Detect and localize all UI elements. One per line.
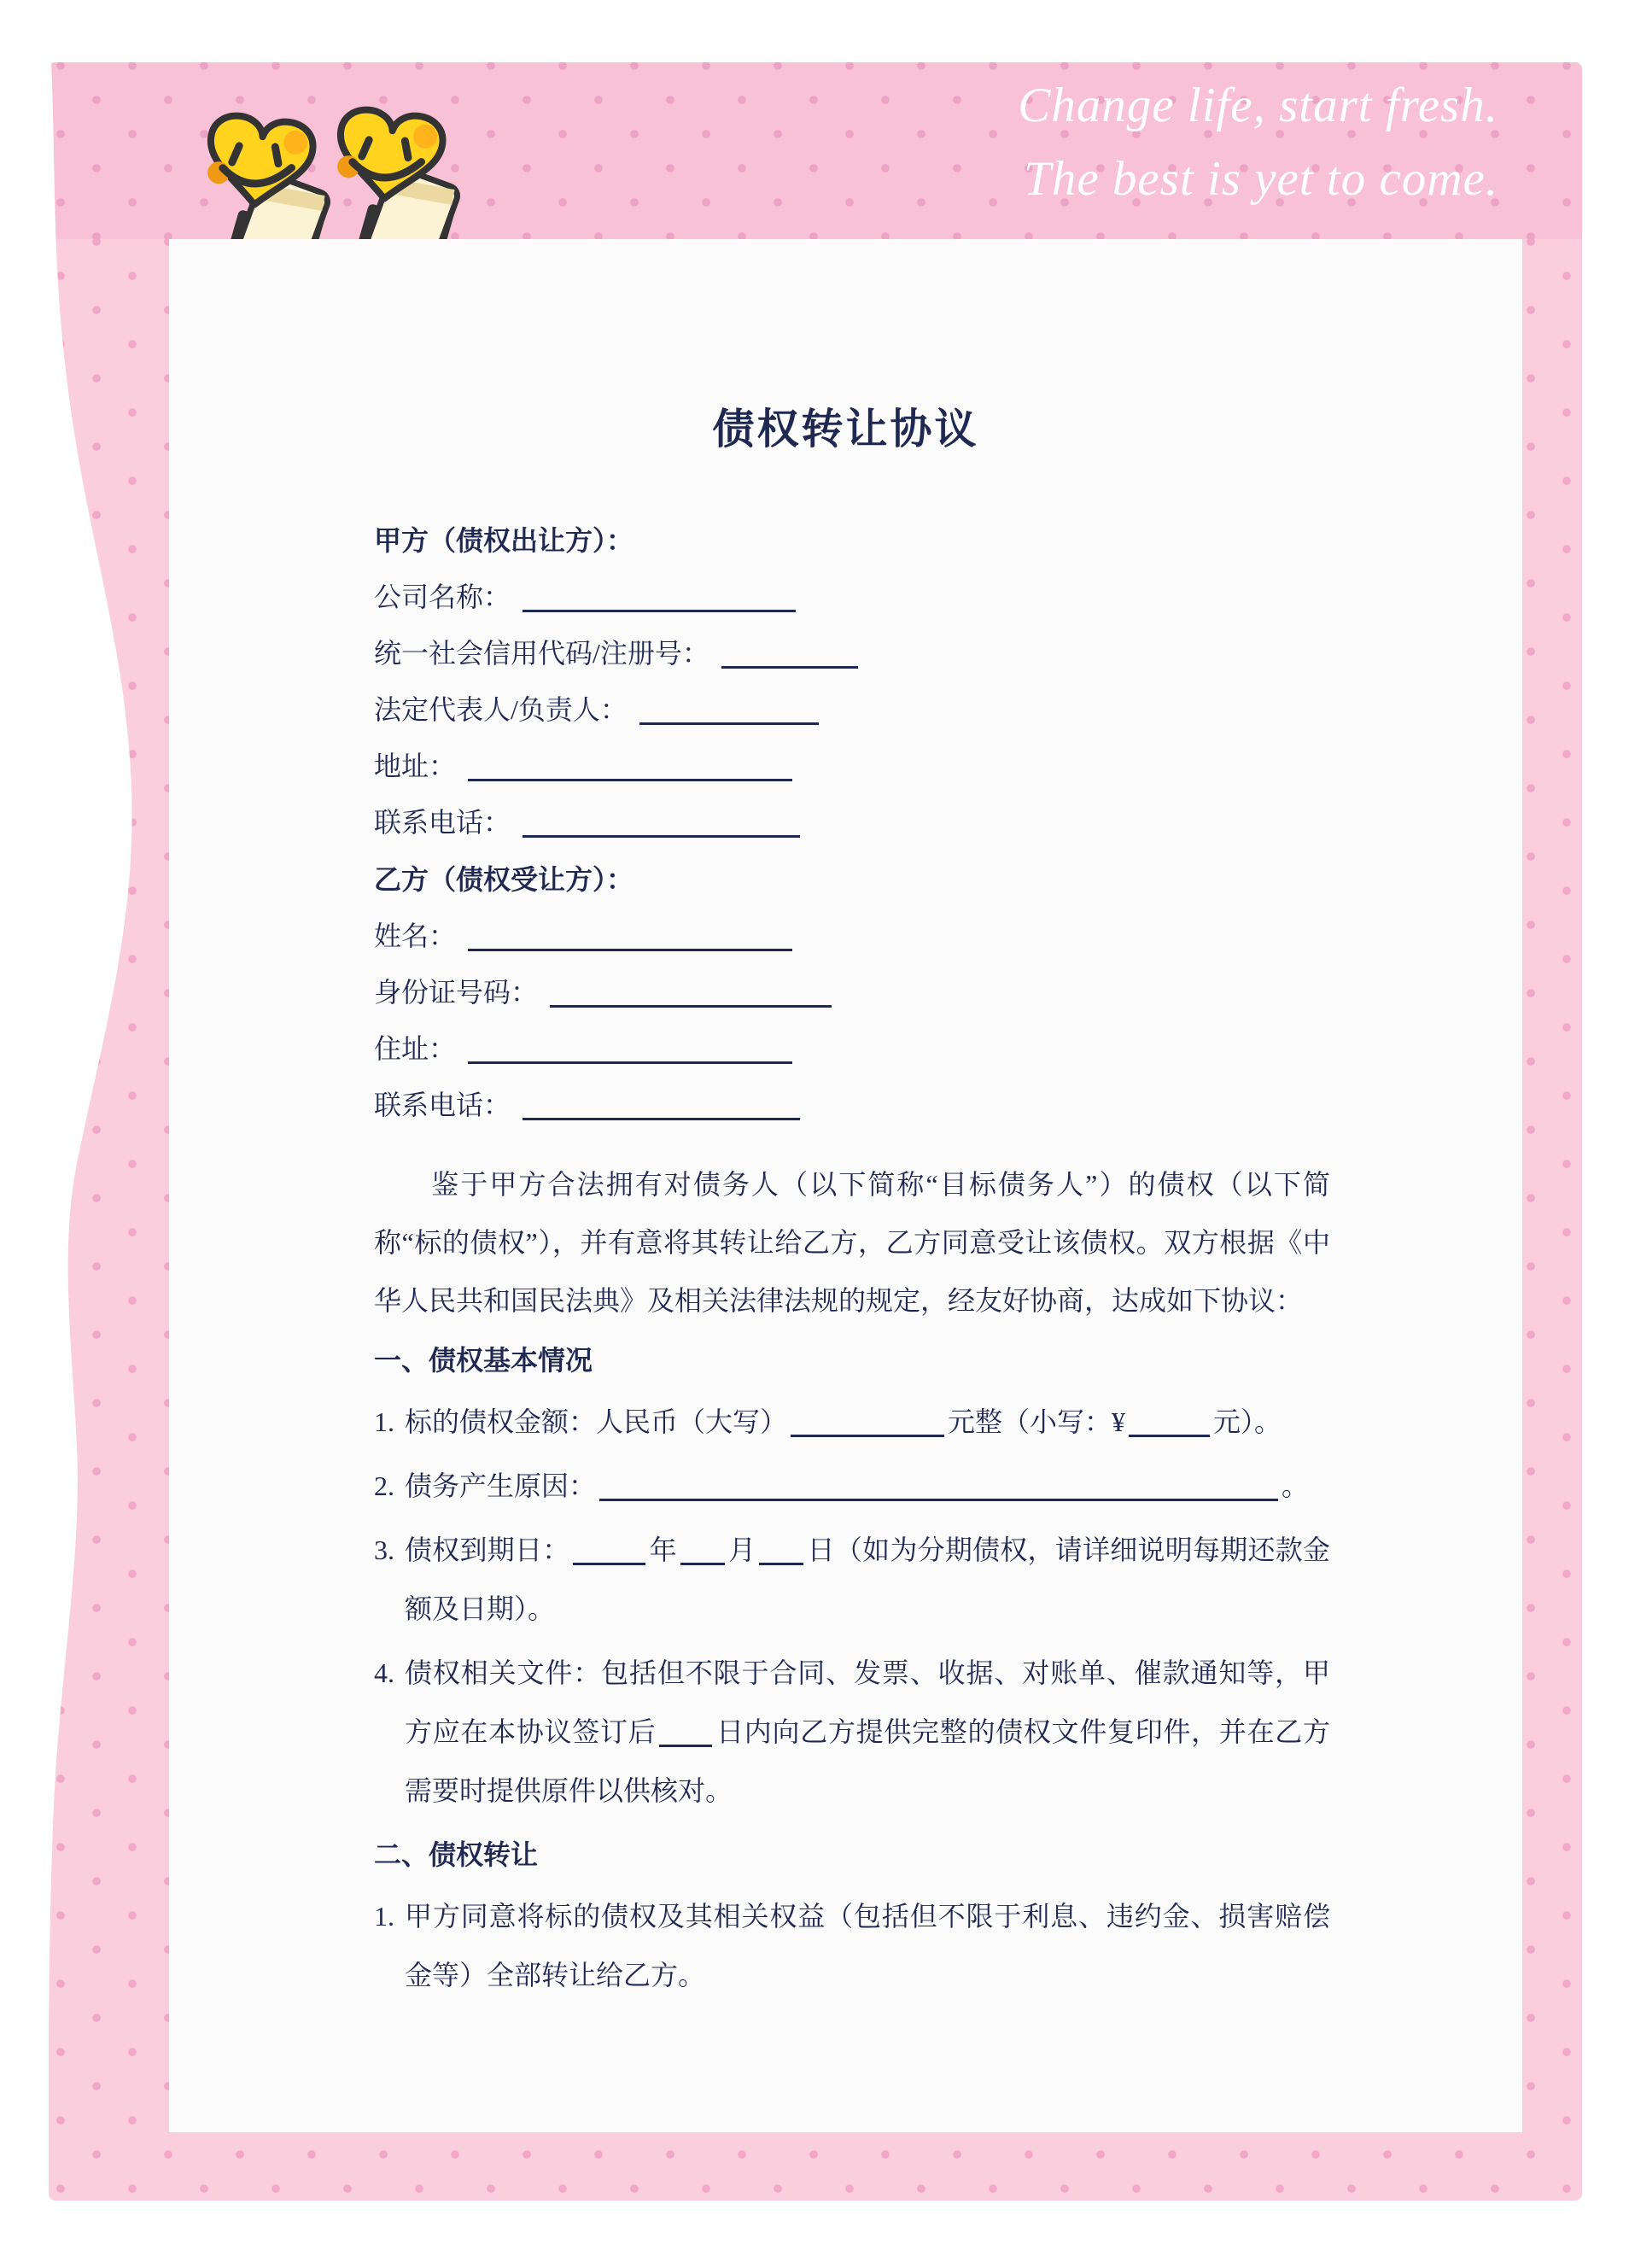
item-text-segment: 。: [1282, 1470, 1310, 1501]
party-a-block: [374, 512, 1330, 850]
field-row: [374, 794, 1330, 850]
fill-in-blank-line: [523, 582, 796, 612]
document-title: 债权转让协议: [712, 406, 979, 453]
fill-in-blank-line: [680, 1535, 725, 1565]
field-row: [374, 964, 1330, 1020]
field-row: [374, 738, 1330, 794]
field-label: 公司名称：: [374, 582, 511, 612]
item-text-segment: 债务产生原因：: [405, 1470, 597, 1501]
party-b-fields: [374, 908, 1330, 1133]
preamble-paragraph: 鉴于甲方合法拥有对债务人（以下简称“目标债务人”）的债权（以下简称“标的债权”），并有意将其转让给乙方，乙方同意受让该债权。双方根据《中华人民共和国民法典》及相关法律法规的规定，经友好协商，达成如下协议：: [374, 1169, 1330, 1316]
fill-in-blank-line: [721, 639, 858, 669]
fill-in-blank-line: [468, 1034, 792, 1064]
field-row: [374, 569, 1330, 625]
item-text-segment: 债权相关文件：包括但不限于合同、发票、收据、对账单、催款通知等，甲方应在本协议签订后: [405, 1657, 1330, 1747]
fill-in-blank-line: [468, 751, 792, 781]
fill-in-blank-line: [550, 978, 832, 1008]
party-b-heading: 乙方（债权受让方）：: [374, 864, 634, 895]
field-row: [374, 681, 1330, 738]
list-item: [374, 1887, 1330, 2005]
item-text-segment: 月: [727, 1534, 756, 1565]
banner-line-1: Change life, start fresh.: [1018, 79, 1498, 132]
field-row: [374, 908, 1330, 964]
item-text: [405, 1393, 1330, 1452]
item-text-segment: 标的债权金额：人民币（大写）: [405, 1406, 788, 1437]
item-text-segment: 日内向乙方提供完整的债权文件复印件，并在乙方需要时提供原件以供核对。: [405, 1716, 1330, 1806]
fill-in-blank-line: [759, 1535, 803, 1565]
item-number: 3.: [374, 1534, 394, 1565]
left-wave-decoration: [0, 62, 171, 2201]
list-item: [374, 1457, 1330, 1516]
item-text-segment: 元整（小写：¥: [948, 1406, 1126, 1437]
field-row: [374, 625, 1330, 681]
field-label: 姓名：: [374, 921, 457, 951]
fill-in-blank-line: [468, 921, 792, 951]
item-text-segment: 甲方同意将标的债权及其相关权益（包括但不限于利息、违约金、损害赔偿金等）全部转让给乙方。: [405, 1901, 1330, 1990]
fill-in-blank-line: [639, 695, 819, 725]
field-label: 身份证号码：: [374, 977, 539, 1008]
party-a-fields: [374, 569, 1330, 850]
party-a-heading: 甲方（债权出让方）：: [374, 525, 634, 556]
banner-quote: [1018, 69, 1498, 216]
item-number: 1.: [374, 1406, 394, 1437]
item-text: [405, 1521, 1330, 1639]
section-heading: 二、债权转让: [374, 1839, 539, 1870]
document-page: [169, 239, 1522, 2132]
document-body: [169, 456, 1522, 2005]
field-label: 法定代表人/负责人：: [374, 694, 628, 725]
item-text: [405, 1887, 1330, 2005]
item-number: 1.: [374, 1901, 394, 1932]
field-row: [374, 1077, 1330, 1133]
list-item: [374, 1521, 1330, 1639]
party-b-block: [374, 851, 1330, 1133]
field-row: [374, 1020, 1330, 1077]
item-text-segment: 日（如为分期债权，请详细说明每期还款金额及日期）。: [405, 1534, 1330, 1624]
item-number: 4.: [374, 1657, 394, 1688]
item-text-segment: 年: [649, 1534, 677, 1565]
fill-in-blank-line: [523, 1090, 800, 1120]
field-label: 统一社会信用代码/注册号：: [374, 638, 709, 669]
fill-in-blank-line: [1129, 1407, 1210, 1437]
item-text-segment: 债权到期日：: [405, 1534, 570, 1565]
list-item: [374, 1644, 1330, 1821]
field-label: 地址：: [374, 751, 457, 781]
banner-line-2: The best is yet to come.: [1024, 152, 1498, 206]
fill-in-blank-line: [659, 1717, 712, 1747]
fill-in-blank-line: [523, 808, 800, 838]
sections: [374, 1331, 1330, 2005]
item-text: [405, 1644, 1330, 1821]
fill-in-blank-line: [573, 1535, 645, 1565]
item-text-segment: 元）。: [1213, 1406, 1282, 1437]
section-heading: 一、债权基本情况: [374, 1345, 593, 1376]
fill-in-blank-line: [791, 1407, 944, 1437]
field-label: 联系电话：: [374, 807, 511, 838]
field-label: 联系电话：: [374, 1090, 511, 1120]
item-number: 2.: [374, 1470, 394, 1501]
list-item: [374, 1393, 1330, 1452]
fill-in-blank-line: [599, 1471, 1278, 1501]
field-label: 住址：: [374, 1033, 457, 1064]
item-text: [405, 1457, 1330, 1516]
